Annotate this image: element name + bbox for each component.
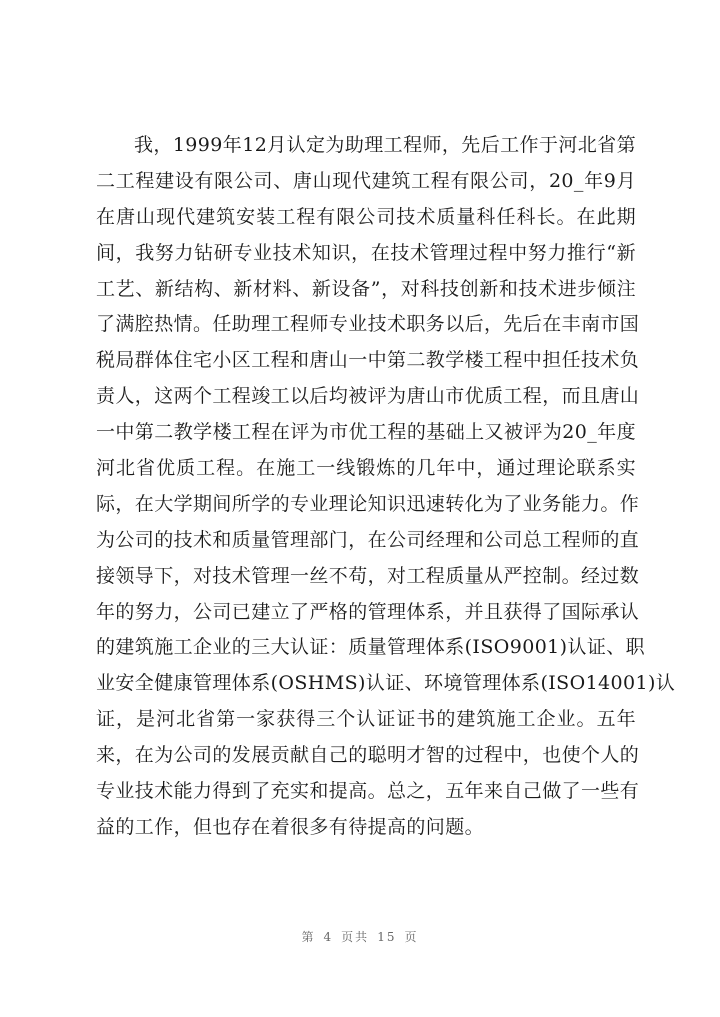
paragraph-line: 年的努力，公司已建立了严格的管理体系，并且获得了国际承认 <box>96 600 640 623</box>
paragraph-line: 际，在大学期间所学的专业理论知识迅速转化为了业务能力。作 <box>96 492 640 515</box>
page-label-mid: 页共 <box>341 930 370 944</box>
paragraph-line: 业安全健康管理体系(OSHMS)认证、环境管理体系(ISO14001)认 <box>96 672 676 695</box>
paragraph-line: 间，我努力钻研专业技术知识，在技术管理过程中努力推行“新 <box>96 241 636 264</box>
paragraph-line: 责人，这两个工程竣工以后均被评为唐山市优质工程，而且唐山 <box>96 385 640 408</box>
paragraph-line: 我，1999年12月认定为助理工程师，先后工作于河北省第 <box>134 134 636 156</box>
paragraph-line: 税局群体住宅小区工程和唐山一中第二教学楼工程中担任技术负 <box>96 349 640 372</box>
body-paragraph <box>96 128 676 846</box>
paragraph-line: 二工程建设有限公司、唐山现代建筑工程有限公司，20_年9月 <box>96 169 636 192</box>
paragraph-line: 一中第二教学楼工程在评为市优工程的基础上又被评为20_年度 <box>96 421 636 444</box>
paragraph-line: 在唐山现代建筑安装工程有限公司技术质量科任科长。在此期 <box>96 205 636 228</box>
current-page-number: 4 <box>323 930 334 944</box>
page-label-suffix: 页 <box>404 930 419 944</box>
paragraph-line: 的建筑施工企业的三大认证：质量管理体系(ISO9001)认证、职 <box>96 636 646 659</box>
page-label-prefix: 第 <box>301 930 316 944</box>
paragraph-line: 工艺、新结构、新材料、新设备”，对科技创新和技术进步倾注 <box>96 277 636 300</box>
paragraph-line: 专业技术能力得到了充实和提高。总之，五年来自己做了一些有 <box>96 780 640 803</box>
paragraph-line: 接领导下，对技术管理一丝不苟，对工程质量从严控制。经过数 <box>96 564 640 587</box>
paragraph-line: 了满腔热情。任助理工程师专业技术职务以后，先后在丰南市国 <box>96 313 640 336</box>
paragraph-line: 为公司的技术和质量管理部门，在公司经理和公司总工程师的直 <box>96 528 640 551</box>
paragraph-line: 益的工作，但也存在着很多有待提高的问题。 <box>96 815 485 838</box>
paragraph-line: 来，在为公司的发展贡献自己的聪明才智的过程中，也使个人的 <box>96 744 640 767</box>
paragraph-line: 河北省优质工程。在施工一线锻炼的几年中，通过理论联系实 <box>96 457 636 480</box>
total-pages-number: 15 <box>377 930 397 944</box>
page-number-footer <box>0 928 720 945</box>
paragraph-line: 证，是河北省第一家获得三个认证证书的建筑施工企业。五年 <box>96 708 636 731</box>
